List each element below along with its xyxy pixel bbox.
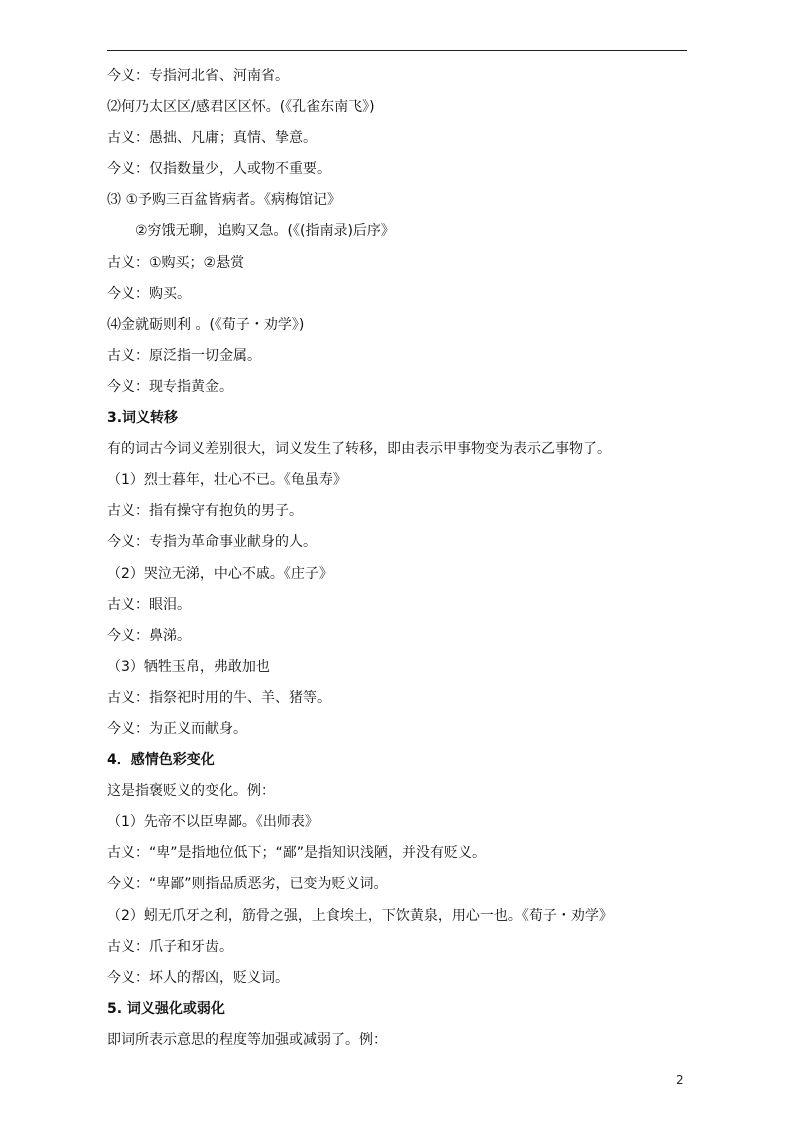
text-line: 古义：“卑”是指地位低下；“鄙”是指知识浅陋，并没有贬义。 <box>107 845 487 862</box>
text-line: 今义：坏人的帮凶，贬义词。 <box>107 969 289 986</box>
text-line: 今义：专指河北省、河南省。 <box>107 68 289 84</box>
text-line: 古义：原泛指一切金属。 <box>107 347 261 364</box>
text-line: 古义：愚拙、凡庸；真情、挚意。 <box>107 130 317 147</box>
text-line: （1）烈士暮年，壮心不已。《龟虽寿》 <box>107 472 347 489</box>
text-line: 今义：购买。 <box>107 285 191 302</box>
text-line: 今义：现专指黄金。 <box>107 378 233 395</box>
text-line: 今义：为正义而献身。 <box>107 720 247 737</box>
text-line: （3）牺牲玉帛，弗敢加也 <box>107 658 270 675</box>
text-line: 今义：仅指数量少，人或物不重要。 <box>107 161 331 178</box>
text-line: 古义：指祭祀时用的牛、羊、猪等。 <box>107 689 331 706</box>
section-heading: 5. 词义强化或弱化 <box>107 1000 225 1017</box>
section-heading: 3.词义转移 <box>107 410 179 427</box>
text-line: 今义：“卑鄙”则指品质恶劣，已变为贬义词。 <box>107 876 388 893</box>
text-line: 今义：专指为革命事业献身的人。 <box>107 534 317 551</box>
text-line: ⑷金就砺则利 。(《荀子・劝学》) <box>107 316 305 333</box>
text-line: 即词所表示意思的程度等加强或减弱了。例： <box>107 1031 387 1048</box>
text-line: ⑵何乃太区区/感君区区怀。(《孔雀东南飞》) <box>107 99 375 116</box>
header-rule <box>107 50 687 51</box>
text-line: （2）哭泣无涕，中心不戚。《庄子》 <box>107 565 333 582</box>
text-line: 古义：爪子和牙齿。 <box>107 938 233 955</box>
text-line: （1）先帝不以臣卑鄙。《出师表》 <box>107 814 319 831</box>
text-line: 有的词古今词义差别很大，词义发生了转移，即由表示甲事物变为表示乙事物了。 <box>107 441 611 458</box>
page-number: 2 <box>676 1073 684 1087</box>
text-line: 古义：眼泪。 <box>107 596 191 613</box>
text-line: 古义：指有操守有抱负的男子。 <box>107 503 303 520</box>
text-line: （2）蚓无爪牙之利，筋骨之强，上食埃土，下饮黄泉，用心一也。《荀子・劝学》 <box>107 907 613 924</box>
text-line: 古义：①购买；②悬赏 <box>107 254 245 271</box>
text-line: 今义：鼻涕。 <box>107 627 191 644</box>
text-line: 这是指褒贬义的变化。例： <box>107 783 275 800</box>
document-body <box>107 64 707 1059</box>
section-heading: 4．感情色彩变化 <box>107 752 215 769</box>
text-line: ②穷饿无聊，追购又急。(《(指南录)后序》 <box>135 223 395 240</box>
text-line: ⑶ ①予购三百盆皆病者。《病梅馆记》 <box>107 192 341 209</box>
